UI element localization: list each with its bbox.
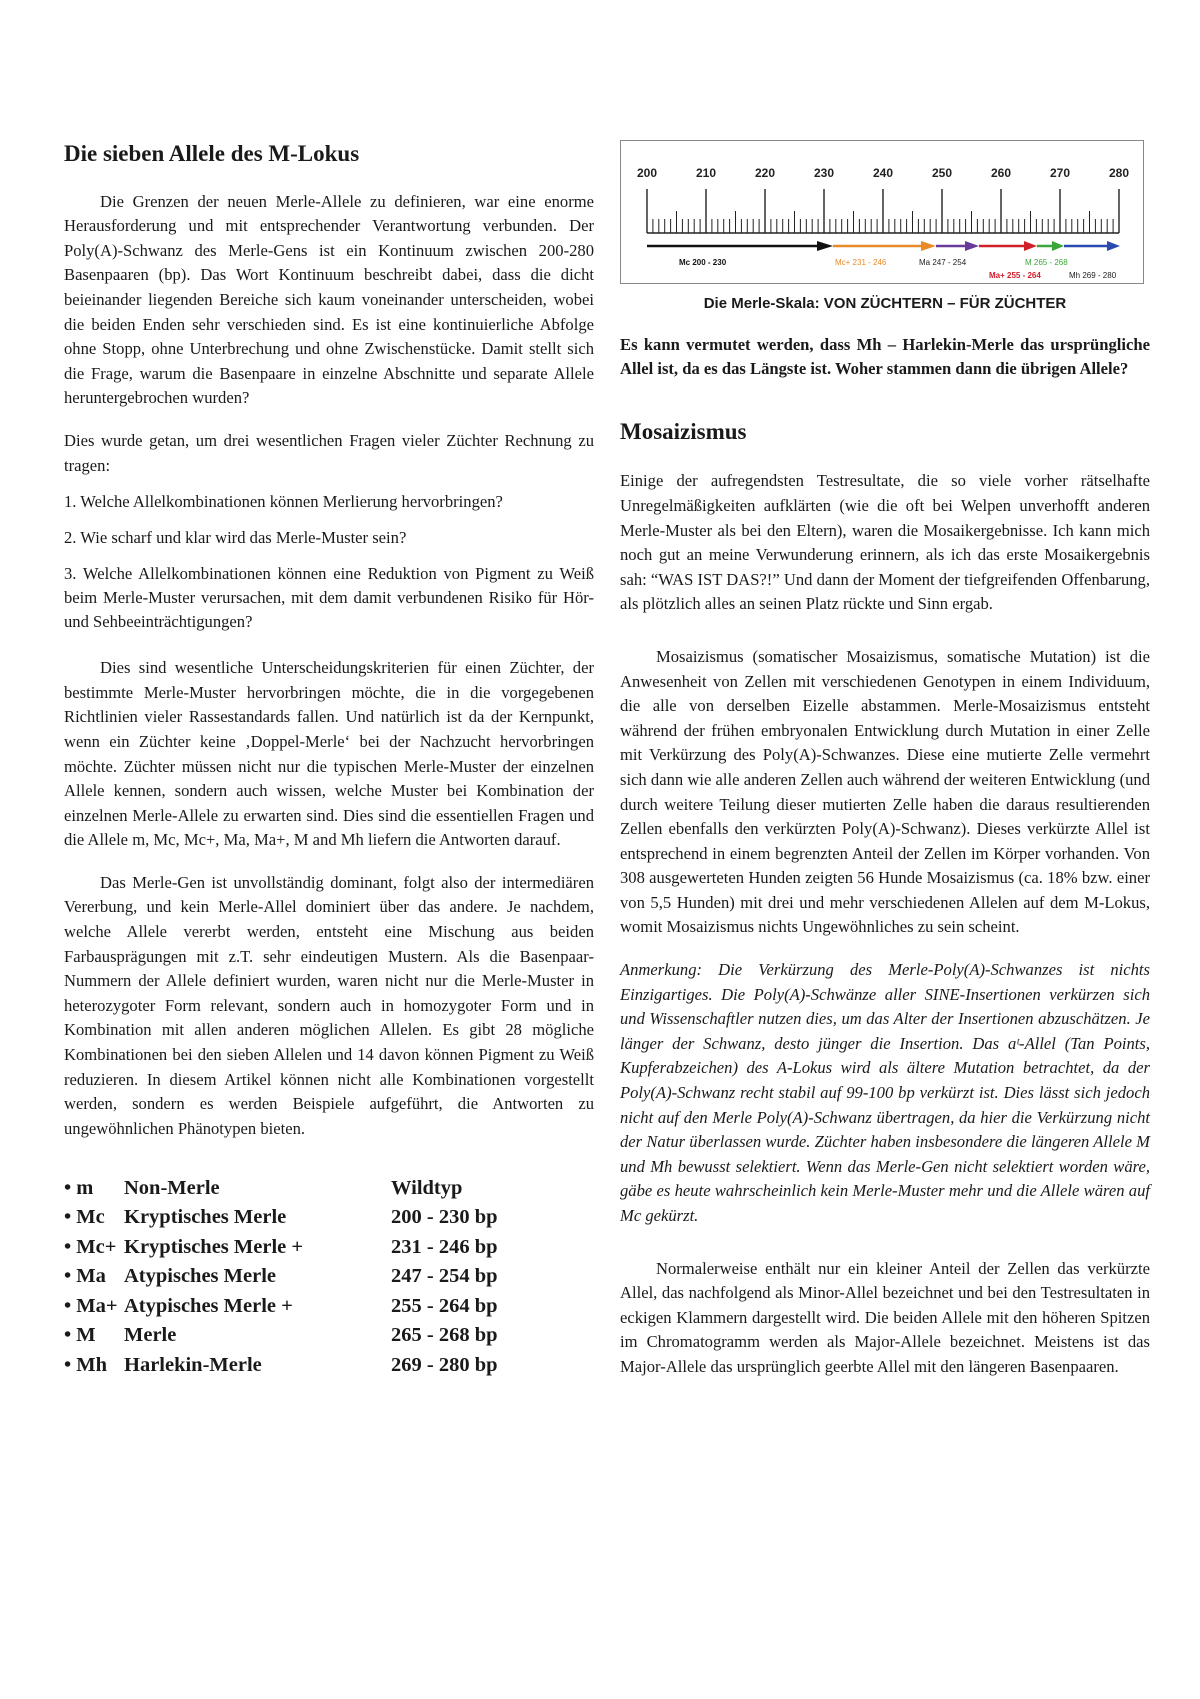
label-maplus: Ma+ 255 - 264	[989, 271, 1041, 280]
label-mh: Mh 269 - 280	[1069, 271, 1117, 280]
allele-symbol: • M	[64, 1324, 96, 1347]
allele-name: Atypisches Merle +	[124, 1294, 293, 1317]
question-3: 3. Welche Allelkombinationen können eine Reduktion von Pigment zu Weiß beim Merle-Muster verursachen, mit dem damit verbundenen Risiko für Hör- und Sehbeeinträchtigungen?	[64, 564, 594, 632]
label-mcplus: Mc+ 231 - 246	[835, 258, 887, 267]
allele-symbol: • Mc+	[64, 1235, 117, 1258]
allele-range: Wildtyp	[391, 1176, 463, 1199]
allele-name: Non-Merle	[124, 1176, 220, 1199]
label-ma: Ma 247 - 254	[919, 258, 967, 267]
merle-scale-figure	[620, 140, 1144, 284]
arrowhead-m	[1052, 241, 1064, 251]
origin-question: Es kann vermutet werden, dass Mh – Harlekin-Merle das ursprüngliche Allel ist, da es das Längste ist. Woher stammen dann die übrigen Allele?	[620, 334, 1150, 379]
allele-symbol: • Mc	[64, 1206, 105, 1229]
section-title: Die sieben Allele des M-Lokus	[64, 141, 360, 166]
allele-row	[64, 1262, 551, 1292]
label-mc: Mc 200 - 230	[679, 258, 727, 267]
allele-row	[64, 1321, 551, 1351]
annotation-note: Anmerkung: Die Verkürzung des Merle-Poly(A)-Schwanzes ist nichts Einzigartiges. Die Poly(A)-Schwänze aller SINE-Insertionen verkürzen sich und Wissenschaftler nutzen dies, um das Alter der Insertionen abzuschätzen. Je länger der Schwanz, desto jünger die Insertion. Das aᵗ-Allel (Tan Points, Kupferabzeichen) des A-Lokus wird als ältere Mutation betrachtet, da der Poly(A)-Schwanz recht stabil auf 99-100 bp verkürzt ist. Dies lässt sich jedoch nicht auf den Merle Poly(A)-Schwanz übertragen, da hier die Verkürzung nicht der Natur überlassen wurde. Züchter haben insbesondere die längeren Allele M und Mh bewusst selektiert. Wenn das Merle-Gen nicht selektiert worden wäre, gäbe es heute wahrscheinlich kein Merle-Muster mehr und die Allele wären auf Mc gekürzt.	[620, 960, 1150, 1225]
allele-name: Atypisches Merle	[124, 1265, 276, 1288]
intro-paragraph: Die Grenzen der neuen Merle-Allele zu definieren, war eine enorme Herausforderung und mit entsprechender Verantwortung verbunden. Der Poly(A)-Schwanz des Merle-Gens ist ein Kontinuum zwischen 200-280 Basenpaaren (bp). Das Wort Kontinuum beschreibt dabei, dass die dicht beieinander liegenden Bereiche sich kaum voneinander unterscheiden, wobei die beiden Enden sehr verschieden sind. Es ist eine kontinuierliche Abfolge ohne Stopp, ohne Unterbrechung und ohne Zwischenstücke. Damit stellt sich die Frage, warum die Basenpaare in einzelne Abschnitte und separate Allele heruntergebrochen wurden?	[64, 191, 594, 408]
allele-range: 255 - 264 bp	[391, 1294, 498, 1317]
scale-caption: Die Merle-Skala: VON ZÜCHTERN – FÜR ZÜCHTER	[703, 295, 1067, 312]
right-column	[620, 140, 1150, 1380]
allele-table	[64, 1173, 551, 1380]
allele-range: 231 - 246 bp	[391, 1235, 498, 1258]
merle-scale-svg	[621, 141, 1143, 283]
allele-name: Kryptisches Merle	[124, 1206, 287, 1229]
label-m: M 265 - 268	[1025, 258, 1068, 267]
left-column	[64, 140, 594, 1380]
arrowhead-mcplus	[921, 241, 936, 251]
allele-range: 269 - 280 bp	[391, 1353, 498, 1376]
allele-name: Harlekin-Merle	[124, 1353, 262, 1376]
scale-tick-label: 240	[872, 166, 894, 180]
allele-symbol: • m	[64, 1176, 94, 1199]
questions-intro: Dies wurde getan, um drei wesentlichen Fragen vieler Züchter Rechnung zu tragen:	[64, 430, 594, 475]
scale-tick-label: 250	[931, 166, 953, 180]
arrowhead-maplus	[1024, 241, 1037, 251]
mosaicism-paragraph-2: Mosaizismus (somatischer Mosaizismus, somatische Mutation) ist die Anwesenheit von Zellen mit verschiedenen Genotypen in einem Individuum, die alle von derselben Eizelle abstammen. Merle-Mosaizismus entsteht während der frühen embryonalen Entwicklung durch Mutation in einer Zelle mit Verkürzung des Poly(A)-Schwanzes. Diese eine mutierte Zelle vermehrt sich dann wie alle anderen Zellen auch während der weiteren Entwicklung (und durch weitere Teilung dieser mutierten Zelle haben die daraus resultierenden Zellen ebenfalls den verkürzten Poly(A)-Schwanz). Dieses verkürzte Allel ist entsprechend in einem begrenzten Anteil der Zellen im Körper vorhanden. Von 308 ausgewerteten Hunden zeigten 56 Hunde Mosaizismus (ca. 18% bzw. einer von 5,5 Hunden) mit drei und mehr verschiedenen Allelen auf dem M-Lokus, womit Mosaizismus nichts Ungewöhnliches zu sein scheint.	[620, 646, 1150, 937]
allele-row	[64, 1232, 551, 1262]
allele-range: 200 - 230 bp	[391, 1206, 498, 1229]
minor-allele-paragraph: Normalerweise enthält nur ein kleiner Anteil der Zellen das verkürzte Allel, das nachfolgend als Minor-Allel bezeichnet und bei den Testresultaten in eckigen Klammern dargestellt wird. Die beiden Allele mit den höheren Spitzen im Chromatogramm werden als Major-Allele bezeichnet. Meistens ist das Major-Allele das ursprünglich geerbte Allel mit den längeren Basenpaaren.	[620, 1258, 1150, 1376]
scale-tick-label: 280	[1108, 166, 1130, 180]
allele-row	[64, 1350, 551, 1380]
arrowhead-ma	[965, 241, 979, 251]
scale-tick-label: 220	[754, 166, 776, 180]
allele-row	[64, 1291, 551, 1321]
allele-symbol: • Mh	[64, 1353, 108, 1376]
question-2: 2. Wie scharf und klar wird das Merle-Muster sein?	[64, 528, 407, 548]
allele-symbol: • Ma	[64, 1265, 106, 1288]
mosaicism-title: Mosaizismus	[620, 418, 747, 444]
allele-range: 247 - 254 bp	[391, 1265, 498, 1288]
allele-name: Kryptisches Merle +	[124, 1235, 304, 1258]
allele-range: 265 - 268 bp	[391, 1324, 498, 1347]
question-1: 1. Welche Allelkombinationen können Merlierung hervorbringen?	[64, 492, 503, 512]
allele-row	[64, 1203, 551, 1233]
allele-symbol: • Ma+	[64, 1294, 118, 1317]
allele-row	[64, 1173, 551, 1203]
scale-tick-label: 210	[695, 166, 717, 180]
dominance-paragraph: Das Merle-Gen ist unvollständig dominant, folgt also der intermediären Vererbung, und kein Merle-Allel dominiert über das andere. Je nachdem, welche Allele vererbt werden, entsteht eine Mischung aus beiden Farbausprägungen mit z.T. sehr eindeutigen Mustern. Als die Basenpaar-Nummern der Allele definiert wurden, waren nicht nur die Merle-Muster in heterozygoter Form relevant, sondern auch in homozygoter Form und in Kombination mit allen anderen möglichen Allelen. Es gibt 28 mögliche Kombinationen bei den sieben Allelen und 14 davon können Pigment zu Weiß reduzieren. In diesem Artikel können nicht alle Kombinationen vorgestellt werden, sondern es werden Beispiele aufgeführt, die Antworten zu ungewöhnlichen Phänotypen bieten.	[64, 872, 594, 1138]
arrowhead-mh	[1107, 241, 1120, 251]
scale-tick-label: 200	[636, 166, 658, 180]
mosaicism-paragraph-1: Einige der aufregendsten Testresultate, die so viele vorher rätselhafte Unregelmäßigkeiten aufklärten (wie die oft bei Welpen unverhofft anderen Merle-Muster als bei den Eltern), waren die Mosaikergebnisse. Ich kann mich noch gut an meine Verwunderung erinnern, als ich das erste Mosaikergebnis sah: “WAS IST DAS?!” Und dann der Moment der tiefgreifenden Offenbarung, als plötzlich alles an seinen Platz rückte und Sinn ergab.	[620, 471, 1150, 614]
arrowhead-mc	[817, 241, 833, 251]
criteria-paragraph: Dies sind wesentliche Unterscheidungskriterien für einen Züchter, der bestimmte Merle-Muster hervorbringen möchte, die in die vorgegebenen Richtlinien vieler Rassestandards fallen. Und natürlich ist da der Kernpunkt, wenn ein Züchter keine ‚Doppel-Merle‘ bei der Nachzucht hervorbringen möchte. Züchter müssen nicht nur die typischen Merle-Muster der einzelnen Allele kennen, sondern auch wissen, welche Muster bei Kombination der einzelnen Merle-Allele zu erwarten sind. Dies sind die essentiellen Fragen und die Allele m, Mc, Mc+, Ma, Ma+, M and Mh liefern die Antworten darauf.	[64, 658, 594, 850]
scale-tick-label: 230	[813, 166, 835, 180]
allele-name: Merle	[124, 1324, 177, 1347]
scale-tick-label: 260	[990, 166, 1012, 180]
scale-tick-label: 270	[1049, 166, 1071, 180]
